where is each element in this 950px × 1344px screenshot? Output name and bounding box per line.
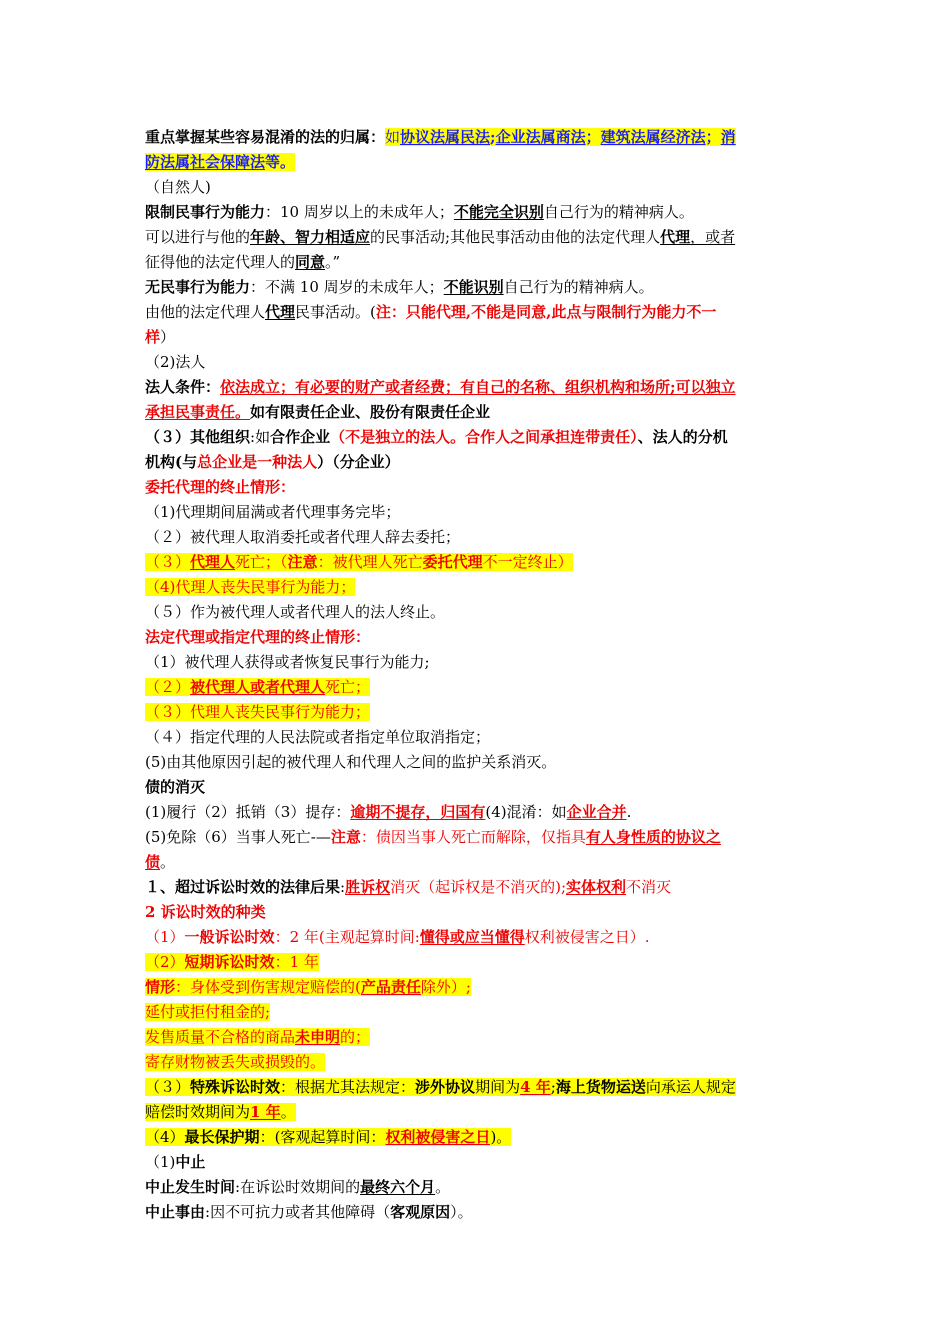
text-line — [145, 200, 810, 225]
text-run: （２）被代理人取消委托或者代理人辞去委托； — [145, 528, 461, 546]
text-run: 权利被侵害之日）. — [524, 928, 650, 946]
text-run: 征得他的法定代理人的 — [145, 253, 296, 271]
text-run: 死亡； — [325, 678, 371, 696]
text-line — [145, 950, 810, 975]
text-run: 可以进行与他的 — [145, 228, 251, 246]
text-run: ：1 年 — [274, 953, 319, 971]
text-run: 起诉权是不消灭的); — [435, 878, 567, 896]
text-run: 代理人 — [190, 553, 236, 571]
text-run: 民事活动。( — [295, 303, 376, 321]
text-run: ，或者 — [690, 228, 736, 246]
text-run: （３）其他组织 — [145, 428, 251, 446]
text-run: 向承运人规定 — [645, 1078, 736, 1096]
text-run: ：10 周岁以上的未成年人； — [265, 203, 454, 221]
text-run: ； — [705, 128, 721, 146]
text-run: 中止发生时间 — [145, 1178, 236, 1196]
text-run: ：不满 10 周岁的未成年人； — [250, 278, 444, 296]
text-run: 。 — [280, 1103, 296, 1121]
text-line — [145, 500, 810, 525]
text-run: 懂得或应当懂得 — [419, 928, 525, 946]
text-line — [145, 675, 810, 700]
text-run: 法定代理或指定代理的终止情形： — [145, 628, 371, 646]
text-run: 债的消灭 — [145, 778, 206, 796]
text-run: (4)混淆：如 — [485, 803, 567, 821]
text-run: 最终六个月 — [360, 1178, 436, 1196]
text-line — [145, 850, 810, 875]
text-run: 注意 — [330, 828, 361, 846]
text-run: 2 诉讼时效的种类 — [145, 903, 266, 921]
text-line — [145, 900, 810, 925]
text-run: 消灭（ — [390, 878, 436, 896]
text-line — [145, 1200, 810, 1225]
text-run: 防法属社会保障法 — [145, 153, 266, 171]
text-run: （自然人) — [145, 178, 211, 196]
text-run: ; — [490, 128, 496, 146]
text-run: 注：只能代理,不能是同意,此点与限制行为能力不一 — [375, 303, 717, 321]
text-line — [145, 1025, 810, 1050]
text-run: 建筑法属经济法 — [600, 128, 706, 146]
text-line — [145, 1000, 810, 1025]
text-line — [145, 425, 810, 450]
text-run: （2） — [145, 953, 185, 971]
text-run: 情形 — [145, 978, 176, 996]
text-line — [145, 975, 810, 1000]
text-line — [145, 1075, 810, 1100]
text-run: 限制民事行为能力 — [145, 203, 266, 221]
text-run: 代理 — [265, 303, 296, 321]
text-run: （不是独立的法人。合作人之间承担连带责任） — [330, 428, 638, 446]
text-run: 发售质量不合格的商品 — [145, 1028, 296, 1046]
text-run: ：根据尤其法规定： — [280, 1078, 416, 1096]
text-run: （４）指定代理的人民法院或者指定单位取消指定； — [145, 728, 491, 746]
text-run: 、法人的分机 — [637, 428, 728, 446]
text-run: 4 年 — [520, 1078, 551, 1096]
text-run: 不能识别 — [443, 278, 504, 296]
text-run: （３）代理人丧失民事行为能力； — [145, 703, 371, 721]
text-run: ：被代理人死亡 — [317, 553, 423, 571]
text-line — [145, 175, 810, 200]
text-run: 法人条件： — [145, 378, 221, 396]
text-run: 寄存财物被丢失或损毁的。 — [145, 1053, 326, 1071]
text-line — [145, 625, 810, 650]
text-run: 期间为 — [475, 1078, 521, 1096]
text-run: 同意 — [295, 253, 326, 271]
text-run: 。 — [435, 1178, 451, 1196]
text-run: 中止 — [175, 1153, 206, 1171]
text-line — [145, 575, 810, 600]
text-run: （1）被代理人获得或者恢复民事行为能力; — [145, 653, 430, 671]
text-line — [145, 750, 810, 775]
text-line — [145, 1100, 810, 1125]
text-run: 客观原因 — [390, 1203, 451, 1221]
text-run: 承担民事责任。 — [145, 403, 251, 421]
text-run: ; — [550, 1078, 556, 1096]
text-run: 胜诉权 — [345, 878, 391, 896]
text-line — [145, 375, 810, 400]
text-run: 样 — [145, 328, 161, 346]
text-run: 涉外协议 — [415, 1078, 476, 1096]
text-run: 无民事行为能力 — [145, 278, 251, 296]
text-line — [145, 1125, 810, 1150]
text-run: ； — [585, 128, 601, 146]
text-line — [145, 775, 810, 800]
text-line — [145, 725, 810, 750]
text-run: 除外）; — [420, 978, 471, 996]
text-run: 的民事活动;其他民事活动由他的法定代理人 — [370, 228, 661, 246]
text-run: 如 — [385, 128, 401, 146]
text-line — [145, 350, 810, 375]
text-run: 延付或拒付租金的; — [145, 1003, 271, 1021]
text-run: 1 年 — [250, 1103, 281, 1121]
text-run: 由他的法定代理人 — [145, 303, 266, 321]
text-run: 依法成立；有必要的财产或者经费；有自己的名称、组织机构和场所;可以独立 — [220, 378, 736, 396]
text-run: （３） — [145, 553, 191, 571]
text-run: １、超过诉讼时效的法律后果 — [145, 878, 341, 896]
text-run: 权利被侵害之日 — [385, 1128, 491, 1146]
text-line — [145, 925, 810, 950]
text-line — [145, 475, 810, 500]
text-run: . — [626, 803, 632, 821]
text-run: ）（分企业） — [317, 453, 400, 471]
text-run: 不一定终止） — [482, 553, 573, 571]
text-run: 等。 — [265, 153, 296, 171]
text-run: 不消灭 — [626, 878, 672, 896]
text-line — [145, 125, 810, 150]
text-run: (5)由其他原因引起的被代理人和代理人之间的监护关系消灭。 — [145, 753, 557, 771]
text-run: 自己行为的精神病人。 — [503, 278, 654, 296]
text-line — [145, 1175, 810, 1200]
text-run: （4） — [145, 1128, 185, 1146]
text-run: 。 — [160, 853, 176, 871]
text-run: 合作企业 — [270, 428, 331, 446]
text-run: 中止事由 — [145, 1203, 206, 1221]
text-line — [145, 400, 810, 425]
text-line — [145, 450, 810, 475]
text-line — [145, 150, 810, 175]
text-run: 实体权利 — [566, 878, 627, 896]
text-run: ：身体受到伤害规定赔偿的( — [175, 978, 361, 996]
text-run: （３） — [145, 1078, 191, 1096]
text-line — [145, 825, 810, 850]
text-run: 产品责任 — [360, 978, 421, 996]
text-line — [145, 1050, 810, 1075]
text-run: 债 — [145, 853, 161, 871]
text-line — [145, 550, 810, 575]
text-run: 赔偿时效期间为 — [145, 1103, 251, 1121]
text-run: 海上货物运送 — [555, 1078, 646, 1096]
text-line — [145, 875, 810, 900]
text-run: (5)免除（6）当事人死亡-— — [145, 828, 331, 846]
text-run: （1) — [145, 1153, 176, 1171]
text-run: ：2 年(主观起算时间: — [274, 928, 420, 946]
text-run: 委托代理 — [422, 553, 483, 571]
text-run: (1)履行（2）抵销（3）提存： — [145, 803, 351, 821]
text-run: 消 — [720, 128, 736, 146]
text-line — [145, 250, 810, 275]
text-run: 的； — [340, 1028, 371, 1046]
text-run: 特殊诉讼时效 — [190, 1078, 281, 1096]
text-line — [145, 800, 810, 825]
text-run: （５）作为被代理人或者代理人的法人终止。 — [145, 603, 446, 621]
text-run: 企业合并 — [566, 803, 627, 821]
text-line — [145, 1150, 810, 1175]
text-run: 短期诉讼时效 — [184, 953, 275, 971]
text-line — [145, 300, 810, 325]
text-run: 一般诉讼时效 — [184, 928, 275, 946]
text-line — [145, 600, 810, 625]
text-run: 死亡；（ — [235, 553, 288, 571]
text-run: （1） — [145, 928, 185, 946]
text-run: 协议法属民法 — [400, 128, 491, 146]
text-run: （２） — [145, 678, 191, 696]
text-run: ：债因当事人死亡而解除，仅指具 — [360, 828, 586, 846]
text-line — [145, 275, 810, 300]
text-run: （1)代理期间届满或者代理事务完毕； — [145, 503, 401, 521]
text-run: ：(客观起算时间： — [259, 1128, 386, 1146]
text-run: （2)法人 — [145, 353, 206, 371]
text-run: : — [340, 878, 346, 896]
text-run: 代理 — [660, 228, 691, 246]
text-line — [145, 225, 810, 250]
text-run: （4)代理人丧失民事行为能力； — [145, 578, 356, 596]
text-line — [145, 700, 810, 725]
document-body — [145, 125, 810, 1225]
text-run: 委托代理的终止情形： — [145, 478, 296, 496]
text-run: 注意 — [287, 553, 318, 571]
text-run: ） — [160, 328, 176, 346]
text-line — [145, 525, 810, 550]
text-run: 如有限责任企业、股份有限责任企业 — [250, 403, 491, 421]
text-run: 。” — [325, 253, 341, 271]
text-run: :在诉讼时效期间的 — [235, 1178, 361, 1196]
text-run: 总企业是一种法人 — [197, 453, 318, 471]
text-run: 年龄、智力相适应 — [250, 228, 371, 246]
text-line — [145, 325, 810, 350]
text-line — [145, 650, 810, 675]
text-run: :因不可抗力或者其他障碍（ — [205, 1203, 391, 1221]
text-run: 不能完全识别 — [453, 203, 544, 221]
text-run: )。 — [490, 1128, 512, 1146]
text-run: 企业法属商法 — [495, 128, 586, 146]
text-run: 自己行为的精神病人。 — [543, 203, 694, 221]
text-run: 逾期不提存，归国有 — [350, 803, 486, 821]
text-run: 重点掌握某些容易混淆的法的归属： — [145, 128, 386, 146]
text-run: :如 — [250, 428, 271, 446]
text-run: 未申明 — [295, 1028, 341, 1046]
text-run: 机构(与 — [145, 453, 198, 471]
text-run: 被代理人或者代理人 — [190, 678, 326, 696]
text-run: 有人身性质的协议之 — [585, 828, 721, 846]
text-run: 最长保护期 — [184, 1128, 260, 1146]
text-run: ）。 — [450, 1203, 473, 1221]
